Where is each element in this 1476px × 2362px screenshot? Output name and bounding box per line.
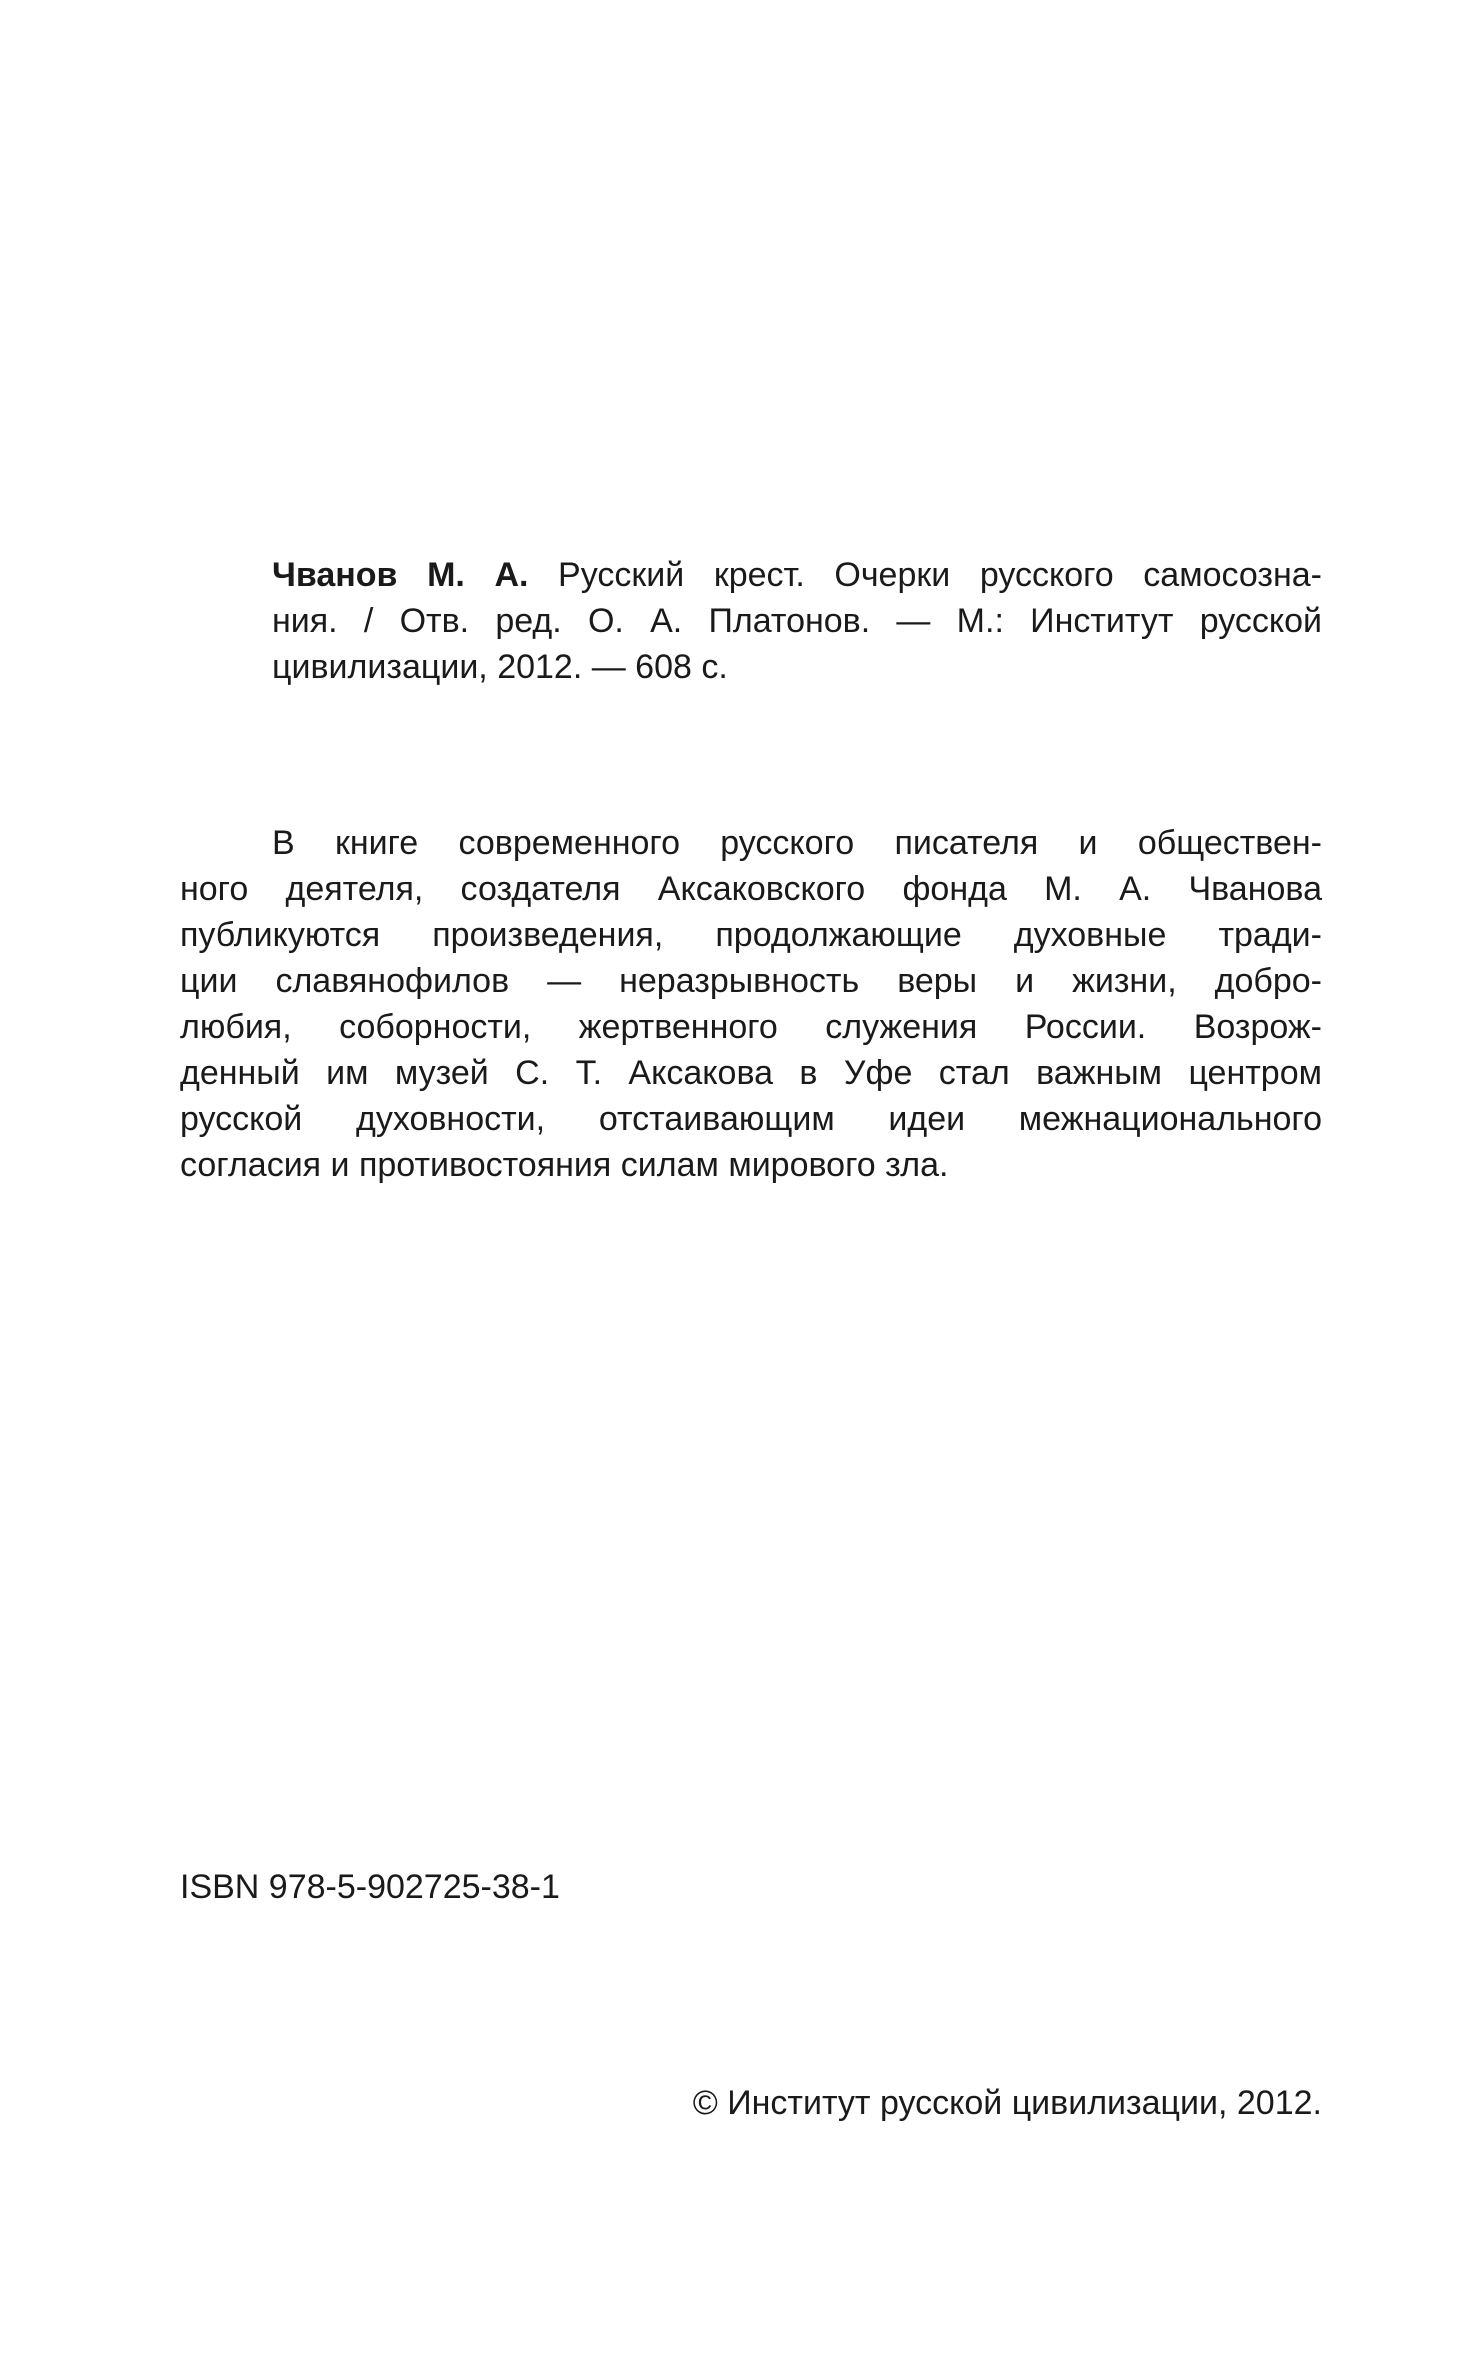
annotation-line: публикуются произведения, продолжающие духовные тради- — [180, 916, 1322, 954]
annotation-line: ции славянофилов — неразрывность веры и жизни, добро- — [180, 962, 1322, 1000]
annotation-line: денный им музей С. Т. Аксакова в Уфе стал важным центром — [180, 1054, 1322, 1092]
author-name: Чванов М. А. — [272, 556, 529, 594]
isbn: ISBN 978-5-902725-38-1 — [180, 1868, 560, 1906]
annotation-line: согласия и противостояния силам мирового зла. — [180, 1146, 949, 1184]
title-start: Русский крест. Очерки русского самосозна- — [528, 556, 1323, 594]
annotation-line: любия, соборности, жертвенного служения России. Возрож- — [180, 1008, 1322, 1046]
annotation-line: ного деятеля, создателя Аксаковского фонда М. А. Чванова — [180, 870, 1322, 908]
annotation-line: В книге современного русского писателя и обществен- — [272, 824, 1322, 862]
copyright-notice: © Институт русской цивилизации, 2012. — [692, 2084, 1322, 2122]
bibliographic-line-2: ния. / Отв. ред. О. А. Платонов. — М.: Институт русской — [272, 602, 1322, 640]
annotation-line: русской духовности, отстаивающим идеи межнационального — [180, 1100, 1322, 1138]
bibliographic-record — [272, 552, 1322, 690]
bibliographic-line-3: цивилизации, 2012. — 608 с. — [272, 648, 728, 686]
annotation-paragraph — [180, 820, 1322, 1188]
bibliographic-line-1 — [272, 552, 1322, 598]
